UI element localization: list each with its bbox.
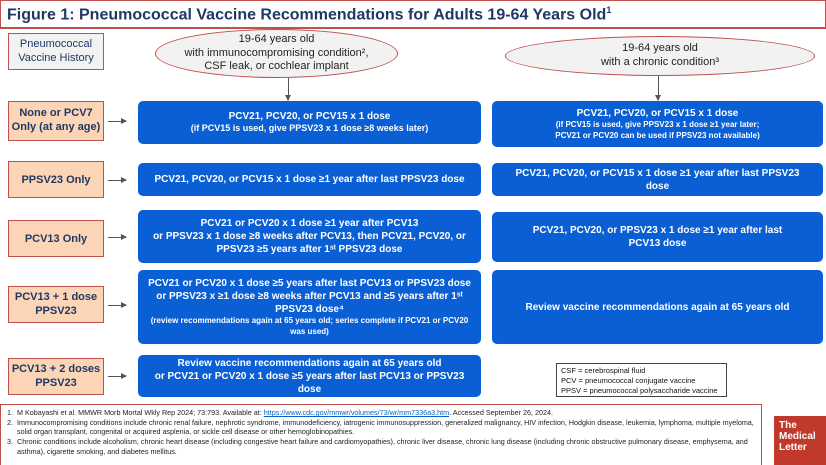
row3-col2-box: PCV21, PCV20, or PPSV23 x 1 dose ≥1 year after last PCV13 dose	[492, 212, 823, 262]
row-label-pcv13-2ppsv23: PCV13 + 2 doses PPSV23	[8, 358, 104, 395]
title-bar	[0, 0, 826, 29]
row3-arrow	[108, 237, 126, 238]
row-label-none: None or PCV7 Only (at any age)	[8, 101, 104, 141]
row4-col1-box: PCV21 or PCV20 x 1 dose ≥5 years after last PCV13 or PPSV23 dose or PPSV23 x ≥1 dose ≥8 weeks after PCV13 and ≥5 years after 1ˢᵗ PPSV23 dose⁴ (review recommendations again at 65 years old; series complete if PCV21 or PCV20 was used)	[138, 270, 481, 344]
col1-header: 19-64 years old with immunocompromising condition², CSF leak, or cochlear implant	[155, 29, 398, 78]
row2-col1-box: PCV21, PCV20, or PCV15 x 1 dose ≥1 year after last PPSV23 dose	[138, 163, 481, 196]
col1-down-arrow	[288, 78, 289, 100]
footnotes	[0, 404, 762, 465]
footnote-3: 3. Chronic conditions include alcoholism, chronic heart disease (including congestive heart failure and cardiomyopathies), chronic liver disease, chronic lung disease (including chronic obstructive pulmonary disease, emphysema, and asthma), cigarette smoking, and diabetes mellitus.	[7, 437, 748, 456]
row5-arrow	[108, 376, 126, 377]
footnote-2: 2. Immunocompromising conditions include chronic renal failure, nephrotic syndrome, immunodeficiency, iatrogenic immunosuppression, generalized malignancy, HIV infection, Hodgkin disease, leukemia, lymphoma, multiple myeloma, solid organ transplant, congenital or acquired asplenia, or sickle cell disease or other hemoglobinopathies.	[7, 417, 754, 437]
row-label-pcv13: PCV13 Only	[8, 220, 104, 257]
col2-down-arrow	[658, 76, 659, 100]
row1-col2-box: PCV21, PCV20, or PCV15 x 1 dose (if PCV15 is used, give PPSV23 x 1 dose ≥1 year later; PCV21 or PCV20 can be used if PPSV23 not available)	[492, 101, 823, 147]
medical-letter-logo: The Medical Letter	[774, 416, 826, 465]
row1-col1-box: PCV21, PCV20, or PCV15 x 1 dose (if PCV15 is used, give PPSV23 x 1 dose ≥8 weeks later)	[138, 101, 481, 144]
row-label-ppsv23: PPSV23 Only	[8, 161, 104, 198]
col2-header: 19-64 years old with a chronic condition³	[505, 36, 815, 76]
row5-col1-box: Review vaccine recommendations again at 65 years old or PCV21 or PCV20 x 1 dose ≥5 years after last PCV13 or PPSV23 dose	[138, 355, 481, 397]
footnote-1: 1. M Kobayashi et al. MMWR Morb Mortal Wkly Rep 2024; 73:793. Available at: https://www.cdc.gov/mmwr/volumes/73/wr/mm7336a3.htm. Accessed September 26, 2024.	[7, 408, 553, 417]
history-header: Pneumococcal Vaccine History	[8, 33, 104, 70]
row4-col2-box: Review vaccine recommendations again at 65 years old	[492, 270, 823, 344]
reference-link[interactable]: https://www.cdc.gov/mmwr/volumes/73/wr/mm7336a3.htm	[263, 408, 450, 417]
abbreviation-legend: CSF = cerebrospinal fluid PCV = pneumococcal conjugate vaccine PPSV = pneumococcal polysaccharide vaccine	[556, 363, 727, 397]
row2-col2-box: PCV21, PCV20, or PCV15 x 1 dose ≥1 year after last PPSV23 dose	[492, 163, 823, 196]
row3-col1-box: PCV21 or PCV20 x 1 dose ≥1 year after PCV13 or PPSV23 x 1 dose ≥8 weeks after PCV13, then PCV21, PCV20, or PPSV23 ≥5 years after 1ˢᵗ PPSV23 dose	[138, 210, 481, 263]
row2-arrow	[108, 180, 126, 181]
row1-arrow	[108, 121, 126, 122]
row-label-pcv13-1ppsv23: PCV13 + 1 dose PPSV23	[8, 286, 104, 323]
row4-arrow	[108, 305, 126, 306]
page-title: Figure 1: Pneumococcal Vaccine Recommendations for Adults 19-64 Years Old$^1$	[7, 5, 612, 24]
